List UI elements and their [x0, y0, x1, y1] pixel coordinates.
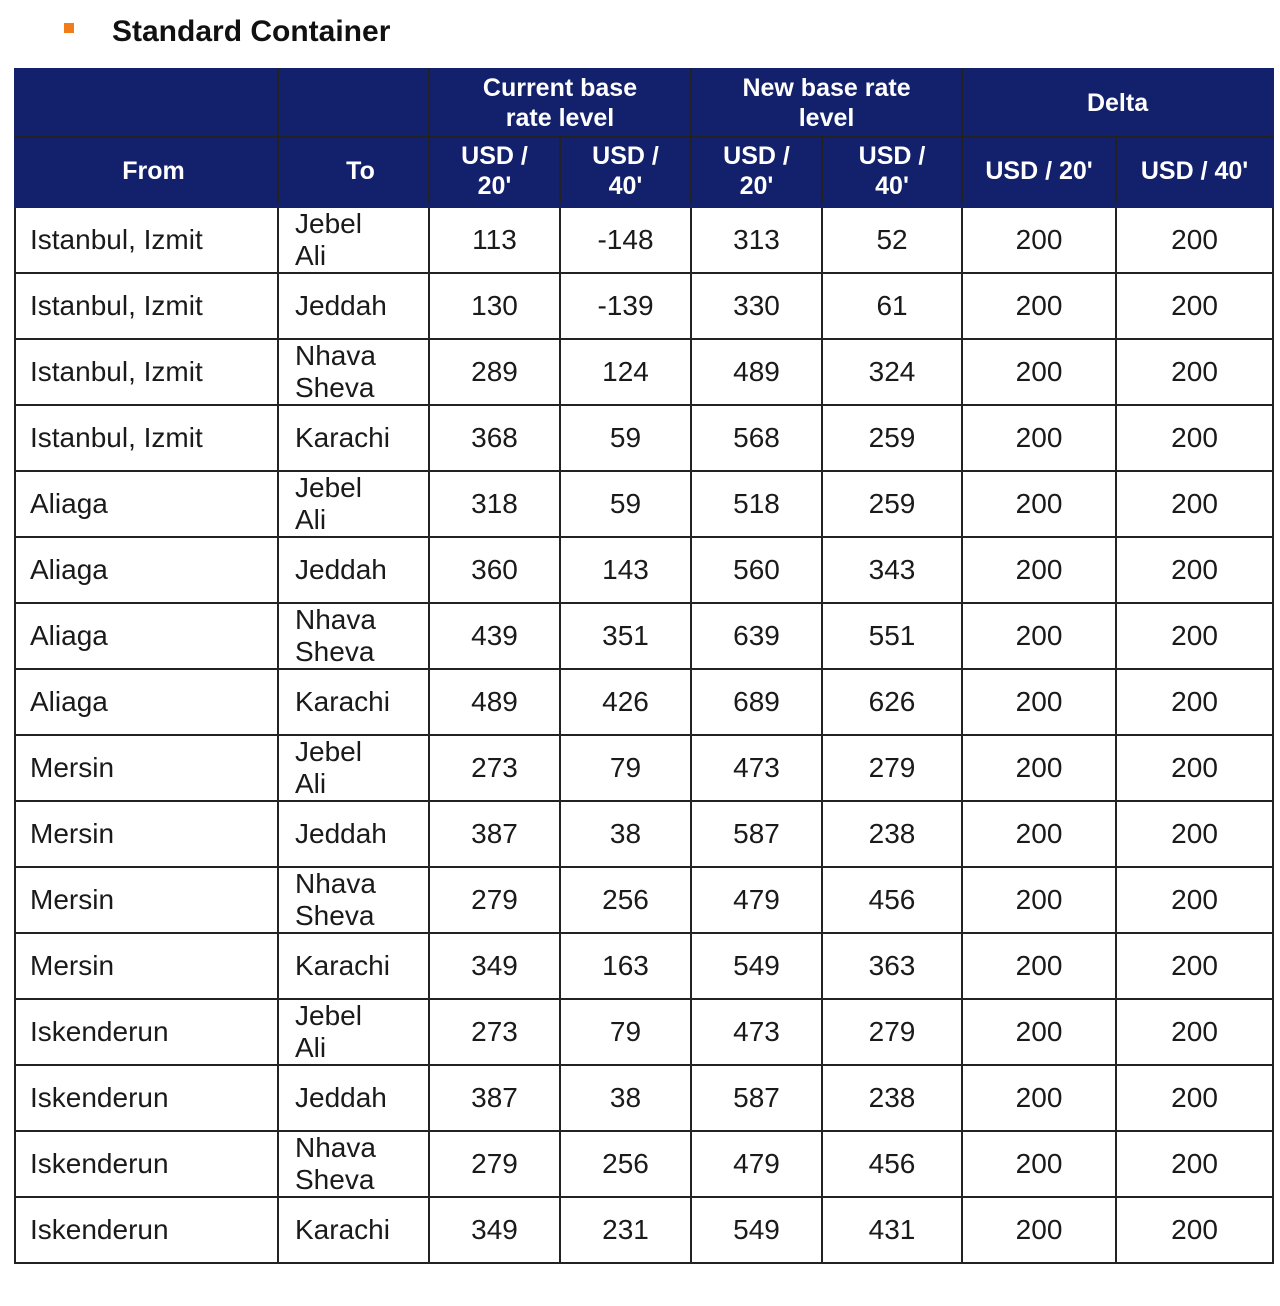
new-20-cell: 473 — [691, 999, 822, 1065]
group-header-new: New base rate level — [691, 69, 962, 137]
current-40-cell: 38 — [560, 801, 691, 867]
new-20-cell: 473 — [691, 735, 822, 801]
column-header-to: To — [278, 137, 429, 206]
new-20-cell: 479 — [691, 1131, 822, 1197]
current-40-cell: 59 — [560, 405, 691, 471]
current-20-cell: 279 — [429, 867, 560, 933]
current-20-cell: 368 — [429, 405, 560, 471]
current-40-cell: 231 — [560, 1197, 691, 1263]
rate-table — [14, 68, 1274, 1264]
new-40-cell: 363 — [822, 933, 962, 999]
new-40-cell: 456 — [822, 867, 962, 933]
new-40-cell: 238 — [822, 801, 962, 867]
to-cell: Jeddah — [278, 537, 429, 603]
delta-20-cell: 200 — [962, 1197, 1116, 1263]
to-cell: Jebel Ali — [278, 206, 429, 273]
to-cell: Karachi — [278, 933, 429, 999]
delta-40-cell: 200 — [1116, 933, 1273, 999]
table-row — [15, 1131, 1273, 1197]
column-header-current-40: USD / 40' — [560, 137, 691, 206]
new-20-cell: 639 — [691, 603, 822, 669]
page-title: Standard Container — [112, 15, 391, 48]
current-40-cell: 124 — [560, 339, 691, 405]
table-header — [15, 69, 1273, 206]
delta-40-cell: 200 — [1116, 471, 1273, 537]
delta-40-cell: 200 — [1116, 735, 1273, 801]
from-cell: Istanbul, Izmit — [15, 273, 278, 339]
current-20-cell: 273 — [429, 735, 560, 801]
table-row — [15, 206, 1273, 273]
new-20-cell: 568 — [691, 405, 822, 471]
new-40-cell: 279 — [822, 735, 962, 801]
current-20-cell: 349 — [429, 933, 560, 999]
table-row — [15, 999, 1273, 1065]
table-row — [15, 801, 1273, 867]
current-20-cell: 130 — [429, 273, 560, 339]
delta-20-cell: 200 — [962, 999, 1116, 1065]
to-cell: Jeddah — [278, 801, 429, 867]
table-row — [15, 471, 1273, 537]
delta-40-cell: 200 — [1116, 537, 1273, 603]
current-20-cell: 279 — [429, 1131, 560, 1197]
current-40-cell: -139 — [560, 273, 691, 339]
table-row — [15, 867, 1273, 933]
delta-20-cell: 200 — [962, 405, 1116, 471]
current-40-cell: 59 — [560, 471, 691, 537]
group-header-current: Current base rate level — [429, 69, 691, 137]
current-20-cell: 318 — [429, 471, 560, 537]
table-row — [15, 1197, 1273, 1263]
table-row — [15, 1065, 1273, 1131]
current-20-cell: 387 — [429, 1065, 560, 1131]
current-40-cell: 163 — [560, 933, 691, 999]
table-row — [15, 405, 1273, 471]
delta-20-cell: 200 — [962, 1065, 1116, 1131]
table-row — [15, 735, 1273, 801]
group-header-delta: Delta — [962, 69, 1273, 137]
new-40-cell: 238 — [822, 1065, 962, 1131]
new-40-cell: 324 — [822, 339, 962, 405]
current-40-cell: 426 — [560, 669, 691, 735]
from-cell: Iskenderun — [15, 1131, 278, 1197]
delta-20-cell: 200 — [962, 471, 1116, 537]
delta-40-cell: 200 — [1116, 1197, 1273, 1263]
new-20-cell: 560 — [691, 537, 822, 603]
header-blank-to — [278, 69, 429, 137]
delta-20-cell: 200 — [962, 537, 1116, 603]
to-cell: Nhava Sheva — [278, 867, 429, 933]
to-cell: Karachi — [278, 1197, 429, 1263]
column-header-new-20: USD / 20' — [691, 137, 822, 206]
table-row — [15, 603, 1273, 669]
from-cell: Mersin — [15, 933, 278, 999]
table-row — [15, 339, 1273, 405]
new-40-cell: 456 — [822, 1131, 962, 1197]
delta-40-cell: 200 — [1116, 405, 1273, 471]
current-20-cell: 273 — [429, 999, 560, 1065]
to-cell: Jeddah — [278, 1065, 429, 1131]
column-header-delta-40: USD / 40' — [1116, 137, 1273, 206]
to-cell: Nhava Sheva — [278, 339, 429, 405]
to-cell: Karachi — [278, 405, 429, 471]
current-40-cell: 79 — [560, 735, 691, 801]
current-40-cell: 351 — [560, 603, 691, 669]
delta-20-cell: 200 — [962, 206, 1116, 273]
table-row — [15, 273, 1273, 339]
delta-20-cell: 200 — [962, 801, 1116, 867]
new-20-cell: 479 — [691, 867, 822, 933]
to-cell: Nhava Sheva — [278, 1131, 429, 1197]
delta-20-cell: 200 — [962, 933, 1116, 999]
current-20-cell: 489 — [429, 669, 560, 735]
new-40-cell: 259 — [822, 405, 962, 471]
to-cell: Nhava Sheva — [278, 603, 429, 669]
current-40-cell: 256 — [560, 867, 691, 933]
header-blank-from — [15, 69, 278, 137]
current-20-cell: 349 — [429, 1197, 560, 1263]
delta-20-cell: 200 — [962, 603, 1116, 669]
delta-40-cell: 200 — [1116, 603, 1273, 669]
delta-40-cell: 200 — [1116, 867, 1273, 933]
from-cell: Iskenderun — [15, 1065, 278, 1131]
current-20-cell: 387 — [429, 801, 560, 867]
delta-40-cell: 200 — [1116, 1065, 1273, 1131]
from-cell: Aliaga — [15, 471, 278, 537]
from-cell: Iskenderun — [15, 999, 278, 1065]
column-header-new-40: USD / 40' — [822, 137, 962, 206]
delta-20-cell: 200 — [962, 1131, 1116, 1197]
table-row — [15, 669, 1273, 735]
delta-20-cell: 200 — [962, 735, 1116, 801]
from-cell: Aliaga — [15, 603, 278, 669]
current-20-cell: 113 — [429, 206, 560, 273]
table-row — [15, 933, 1273, 999]
from-cell: Mersin — [15, 801, 278, 867]
delta-20-cell: 200 — [962, 273, 1116, 339]
from-cell: Istanbul, Izmit — [15, 339, 278, 405]
table-body — [15, 206, 1273, 1263]
delta-40-cell: 200 — [1116, 999, 1273, 1065]
delta-40-cell: 200 — [1116, 801, 1273, 867]
from-cell: Iskenderun — [15, 1197, 278, 1263]
current-20-cell: 439 — [429, 603, 560, 669]
from-cell: Mersin — [15, 867, 278, 933]
to-cell: Karachi — [278, 669, 429, 735]
new-20-cell: 518 — [691, 471, 822, 537]
to-cell: Jebel Ali — [278, 999, 429, 1065]
current-40-cell: -148 — [560, 206, 691, 273]
new-40-cell: 551 — [822, 603, 962, 669]
delta-20-cell: 200 — [962, 867, 1116, 933]
delta-20-cell: 200 — [962, 669, 1116, 735]
new-20-cell: 587 — [691, 801, 822, 867]
from-cell: Aliaga — [15, 669, 278, 735]
current-40-cell: 79 — [560, 999, 691, 1065]
section-heading — [64, 12, 390, 52]
bullet-square-icon — [64, 23, 74, 33]
new-40-cell: 626 — [822, 669, 962, 735]
current-20-cell: 289 — [429, 339, 560, 405]
current-40-cell: 143 — [560, 537, 691, 603]
delta-40-cell: 200 — [1116, 206, 1273, 273]
current-40-cell: 256 — [560, 1131, 691, 1197]
from-cell: Mersin — [15, 735, 278, 801]
column-header-delta-20: USD / 20' — [962, 137, 1116, 206]
from-cell: Istanbul, Izmit — [15, 206, 278, 273]
delta-40-cell: 200 — [1116, 669, 1273, 735]
from-cell: Istanbul, Izmit — [15, 405, 278, 471]
delta-40-cell: 200 — [1116, 339, 1273, 405]
table-row — [15, 537, 1273, 603]
new-20-cell: 549 — [691, 1197, 822, 1263]
delta-20-cell: 200 — [962, 339, 1116, 405]
new-40-cell: 52 — [822, 206, 962, 273]
from-cell: Aliaga — [15, 537, 278, 603]
new-40-cell: 343 — [822, 537, 962, 603]
new-20-cell: 313 — [691, 206, 822, 273]
column-header-from: From — [15, 137, 278, 206]
new-40-cell: 259 — [822, 471, 962, 537]
new-20-cell: 330 — [691, 273, 822, 339]
new-40-cell: 61 — [822, 273, 962, 339]
new-20-cell: 549 — [691, 933, 822, 999]
delta-40-cell: 200 — [1116, 1131, 1273, 1197]
new-40-cell: 279 — [822, 999, 962, 1065]
new-20-cell: 587 — [691, 1065, 822, 1131]
column-header-current-20: USD / 20' — [429, 137, 560, 206]
current-40-cell: 38 — [560, 1065, 691, 1131]
new-20-cell: 689 — [691, 669, 822, 735]
new-40-cell: 431 — [822, 1197, 962, 1263]
current-20-cell: 360 — [429, 537, 560, 603]
to-cell: Jebel Ali — [278, 735, 429, 801]
to-cell: Jeddah — [278, 273, 429, 339]
to-cell: Jebel Ali — [278, 471, 429, 537]
delta-40-cell: 200 — [1116, 273, 1273, 339]
new-20-cell: 489 — [691, 339, 822, 405]
